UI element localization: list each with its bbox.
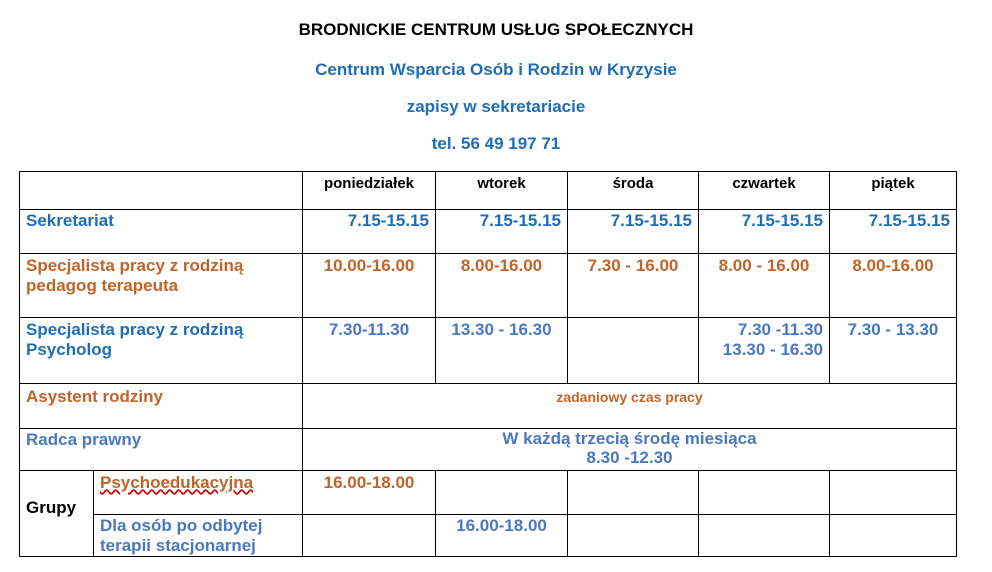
table-row-asystent [20, 384, 957, 429]
row-label-asystent: Asystent rodziny [20, 384, 303, 429]
group-label-psychoedukacyjna [94, 471, 303, 515]
hours-cell: 7.15-15.15 [699, 210, 830, 254]
hours-cell: 16.00-18.00 [303, 471, 436, 515]
table-row-psychoedukacyjna [20, 471, 957, 515]
table-row-stacjonarna [20, 515, 957, 557]
empty-cell [830, 471, 957, 515]
hours-cell: 16.00-18.00 [436, 515, 568, 557]
hours-cell: 7.30 - 16.00 [568, 254, 699, 318]
hours-cell: 7.30-11.30 [303, 318, 436, 384]
day-header-thursday: czwartek [699, 172, 830, 210]
asystent-note: zadaniowy czas pracy [303, 384, 957, 429]
empty-cell [303, 515, 436, 557]
hours-cell: 7.15-15.15 [303, 210, 436, 254]
center-subtitle: Centrum Wsparcia Osób i Rodzin w Kryzysie [315, 60, 677, 79]
row-label-sekretariat: Sekretariat [20, 210, 303, 254]
table-row-sekretariat [20, 210, 957, 254]
row-label-pedagog [20, 254, 303, 318]
hours-cell: 7.15-15.15 [568, 210, 699, 254]
group-label-text: Psychoedukacyjna [100, 473, 254, 492]
hours-cell: 7.15-15.15 [436, 210, 568, 254]
hours-cell: 7.30 - 13.30 [830, 318, 957, 384]
day-header-monday: poniedziałek [303, 172, 436, 210]
empty-cell [699, 471, 830, 515]
row-label-line: Psycholog [26, 340, 112, 359]
table-header-row [20, 172, 957, 210]
hours-line: 7.30 -11.30 [737, 320, 823, 339]
signup-info: zapisy w sekretariacie [406, 97, 586, 116]
radca-note-line: W każdą trzecią środę miesiąca [502, 429, 757, 448]
empty-cell [568, 471, 699, 515]
radca-note [303, 429, 957, 471]
hours-line: 13.30 - 16.30 [722, 340, 823, 359]
day-header-tuesday: wtorek [436, 172, 568, 210]
day-header-friday: piątek [830, 172, 957, 210]
hours-cell: 8.00-16.00 [830, 254, 957, 318]
group-label-stacjonarna [94, 515, 303, 557]
empty-cell [568, 515, 699, 557]
row-label-psycholog [20, 318, 303, 384]
row-label-line: pedagog terapeuta [26, 276, 179, 295]
hours-cell [699, 318, 830, 384]
hours-cell: 7.15-15.15 [830, 210, 957, 254]
hours-cell: 10.00-16.00 [303, 254, 436, 318]
table-row-radca [20, 429, 957, 471]
hours-cell: 8.00 - 16.00 [699, 254, 830, 318]
empty-cell [830, 515, 957, 557]
row-label-grupy: Grupy [20, 471, 94, 557]
empty-cell [568, 318, 699, 384]
empty-cell [699, 515, 830, 557]
row-label-line: Specjalista pracy z rodziną [26, 320, 244, 339]
table-row-pedagog [20, 254, 957, 318]
hours-cell: 13.30 - 16.30 [436, 318, 568, 384]
corner-cell [20, 172, 303, 210]
row-label-radca: Radca prawny [20, 429, 303, 471]
day-header-wednesday: środa [568, 172, 699, 210]
group-label-line: terapii stacjonarnej [100, 536, 256, 555]
schedule-table [19, 171, 957, 557]
organization-title: BRODNICKIE CENTRUM USŁUG SPOŁECZNYCH [298, 20, 694, 39]
phone-number: tel. 56 49 197 71 [431, 134, 561, 153]
group-label-line: Dla osób po odbytej [100, 516, 263, 535]
empty-cell [436, 471, 568, 515]
hours-cell: 8.00-16.00 [436, 254, 568, 318]
row-label-line: Specjalista pracy z rodziną [26, 256, 244, 275]
radca-note-line: 8.30 -12.30 [586, 448, 673, 467]
table-row-psycholog [20, 318, 957, 384]
